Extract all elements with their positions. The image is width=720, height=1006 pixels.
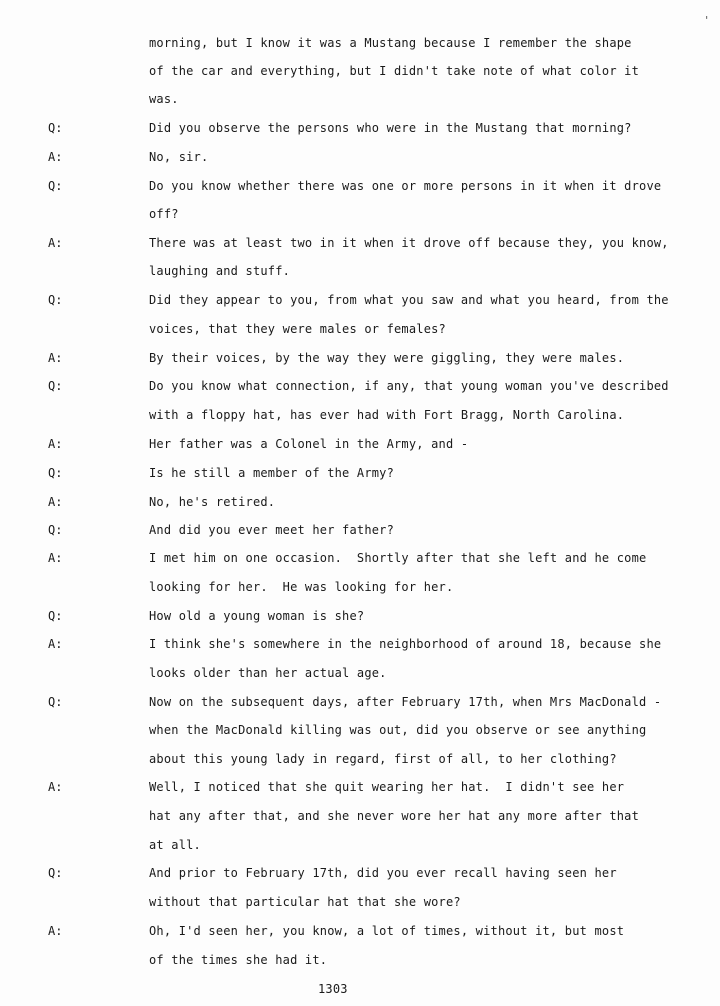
transcript-line: of the car and everything, but I didn't take note of what color it [149, 64, 640, 78]
answer-label: A: [48, 495, 63, 509]
transcript-line: off? [149, 207, 179, 221]
transcript-line: Do you know whether there was one or more persons in it when it drove [149, 179, 662, 193]
transcript-line: Is he still a member of the Army? [149, 466, 395, 480]
transcript-line: with a floppy hat, has ever had with Fort Bragg, North Carolina. [149, 408, 625, 422]
transcript-line: Did you observe the persons who were in the Mustang that morning? [149, 121, 632, 135]
question-label: Q: [48, 121, 63, 135]
answer-label: A: [48, 924, 63, 938]
transcript-line: And did you ever meet her father? [149, 523, 395, 537]
transcript-line: voices, that they were males or females? [149, 322, 446, 336]
transcript-line: Do you know what connection, if any, that young woman you've described [149, 379, 669, 393]
answer-label: A: [48, 150, 63, 164]
transcript-line: Now on the subsequent days, after February 17th, when Mrs MacDonald - [149, 695, 662, 709]
answer-label: A: [48, 637, 63, 651]
transcript-line: Her father was a Colonel in the Army, and - [149, 437, 469, 451]
transcript-line: without that particular hat that she wore? [149, 895, 461, 909]
answer-label: A: [48, 780, 63, 794]
transcript-line: was. [149, 92, 179, 106]
transcript-line: No, sir. [149, 150, 209, 164]
question-label: Q: [48, 695, 63, 709]
question-label: Q: [48, 379, 63, 393]
transcript-line: I met him on one occasion. Shortly after that she left and he come [149, 551, 647, 565]
transcript-line: No, he's retired. [149, 495, 276, 509]
transcript-line: Oh, I'd seen her, you know, a lot of times, without it, but most [149, 924, 625, 938]
transcript-line: at all. [149, 838, 201, 852]
corner-mark: ' [703, 14, 710, 27]
transcript-line: hat any after that, and she never wore her hat any more after that [149, 809, 640, 823]
transcript-line: morning, but I know it was a Mustang because I remember the shape [149, 36, 632, 50]
transcript-line: By their voices, by the way they were giggling, they were males. [149, 351, 625, 365]
transcript-line: And prior to February 17th, did you ever recall having seen her [149, 866, 617, 880]
transcript-line: about this young lady in regard, first of all, to her clothing? [149, 752, 617, 766]
transcript-line: How old a young woman is she? [149, 609, 365, 623]
transcript-line: looks older than her actual age. [149, 666, 387, 680]
answer-label: A: [48, 551, 63, 565]
question-label: Q: [48, 293, 63, 307]
question-label: Q: [48, 609, 63, 623]
answer-label: A: [48, 236, 63, 250]
transcript-line: looking for her. He was looking for her. [149, 580, 454, 594]
transcript-line: when the MacDonald killing was out, did you observe or see anything [149, 723, 647, 737]
question-label: Q: [48, 523, 63, 537]
transcript-line: Did they appear to you, from what you saw and what you heard, from the [149, 293, 669, 307]
question-label: Q: [48, 466, 63, 480]
transcript-line: I think she's somewhere in the neighborhood of around 18, because she [149, 637, 662, 651]
transcript-line: There was at least two in it when it drove off because they, you know, [149, 236, 669, 250]
transcript-line: Well, I noticed that she quit wearing her hat. I didn't see her [149, 780, 625, 794]
page-number: 1303 [318, 982, 348, 996]
question-label: Q: [48, 866, 63, 880]
question-label: Q: [48, 179, 63, 193]
answer-label: A: [48, 437, 63, 451]
answer-label: A: [48, 351, 63, 365]
transcript-line: of the times she had it. [149, 953, 328, 967]
transcript-line: laughing and stuff. [149, 264, 291, 278]
